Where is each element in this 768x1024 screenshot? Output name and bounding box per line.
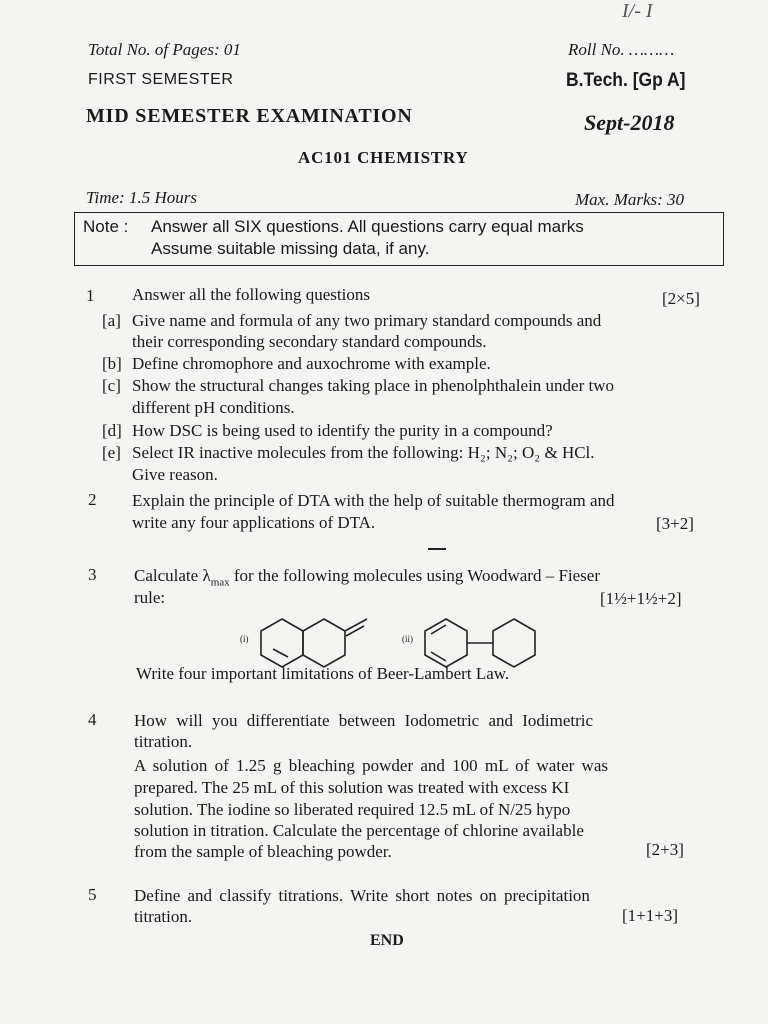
structure-ii-label: (ii) — [402, 634, 413, 644]
q1a-label: [a] — [102, 311, 121, 330]
q4-line-6: solution in titration. Calculate the percentage of chlorine available — [134, 821, 584, 840]
q1a-line-1: Give name and formula of any two primary standard compounds and — [132, 311, 602, 330]
q1c-line-1: Show the structural changes taking place in phenolphthalein under two — [132, 376, 615, 395]
note-box — [74, 212, 724, 266]
q3-number: 3 — [88, 565, 97, 584]
q4-line-2: titration. — [134, 732, 193, 751]
structure-ii-ring-right — [493, 619, 535, 667]
structure-i-ring-right — [303, 619, 345, 667]
q1d-line-1: How DSC is being used to identify the purity in a compound? — [132, 421, 553, 440]
q4-marks: [2+3] — [646, 840, 684, 859]
q3-line-1 — [134, 565, 600, 593]
exam-date: Sept-2018 — [584, 110, 675, 135]
q1b-line-1: Define chromophore and auxochrome with example. — [132, 354, 491, 373]
end-marker: END — [370, 932, 404, 949]
q1c-label: [c] — [102, 376, 121, 395]
q2-line-1: Explain the principle of DTA with the help of suitable thermogram and — [132, 491, 615, 510]
q1a-line-2: their corresponding secondary standard compounds. — [132, 332, 487, 351]
q5-line-2: titration. — [134, 907, 193, 926]
corner-mark: I/- I — [622, 0, 653, 22]
q1c-line-2: different pH conditions. — [132, 398, 295, 417]
q1-marks: [2×5] — [662, 289, 700, 308]
total-pages: Total No. of Pages: 01 — [88, 40, 241, 59]
q2-line-2: write any four applications of DTA. — [132, 513, 376, 532]
q4-line-4: prepared. The 25 mL of this solution was treated with excess KI — [134, 778, 570, 797]
q4-line-7: from the sample of bleaching powder. — [134, 842, 392, 861]
q1-number: 1 — [86, 286, 95, 305]
note-label: Note : — [83, 217, 129, 236]
q3-lambda: Calculate λ — [134, 566, 211, 585]
note-line-1: Answer all SIX questions. All questions carry equal marks — [151, 217, 584, 236]
course-title: AC101 CHEMISTRY — [298, 148, 469, 167]
q1e-line-2: Give reason. — [132, 465, 218, 484]
max-marks: Max. Marks: 30 — [575, 190, 685, 209]
time-allowed: Time: 1.5 Hours — [86, 188, 197, 207]
q5-number: 5 — [88, 885, 97, 904]
structure-ii-ring-left — [425, 619, 467, 667]
q4-number: 4 — [88, 710, 97, 729]
structure-i-label: (i) — [240, 634, 249, 644]
q1e-label: [e] — [102, 443, 121, 462]
q1-text: Answer all the following questions — [132, 285, 370, 304]
exam-title: MID SEMESTER EXAMINATION — [86, 105, 413, 127]
roll-no: Roll No. ……… — [568, 40, 675, 59]
q2-number: 2 — [88, 490, 97, 509]
q5-line-1: Define and classify titrations. Write short notes on precipitation — [134, 886, 590, 905]
semester: FIRST SEMESTER — [88, 71, 234, 88]
q5-marks: [1+1+3] — [622, 906, 678, 925]
q1d-label: [d] — [102, 421, 122, 440]
q3-lambda-sub: max — [210, 576, 230, 589]
structure-i-exo-bond — [345, 619, 367, 631]
q2-marks: [3+2] — [656, 514, 694, 533]
q4-line-5: solution. The iodine so liberated required 12.5 mL of N/25 hypo — [134, 800, 571, 819]
q3-line-3: Write four important limitations of Beer-Lambert Law. — [136, 664, 510, 683]
separator-dash — [428, 548, 446, 550]
q3-line-1-rest: for the following molecules using Woodward – Fieser — [229, 566, 601, 585]
q3-line-2: rule: — [134, 588, 166, 607]
program: B.Tech. [Gp A] — [566, 70, 686, 91]
note-line-2: Assume suitable missing data, if any. — [151, 239, 430, 258]
q1e-line-1: Select IR inactive molecules from the following: H₂; N₂; O₂ & HCl. — [132, 443, 595, 462]
q4-line-3: A solution of 1.25 g bleaching powder and 100 mL of water was — [134, 756, 608, 775]
structure-i-ring-left — [261, 619, 303, 667]
q4-line-1: How will you differentiate between Iodometric and Iodimetric — [134, 711, 594, 730]
q1b-label: [b] — [102, 354, 122, 373]
q3-marks: [1½+1½+2] — [600, 589, 682, 608]
